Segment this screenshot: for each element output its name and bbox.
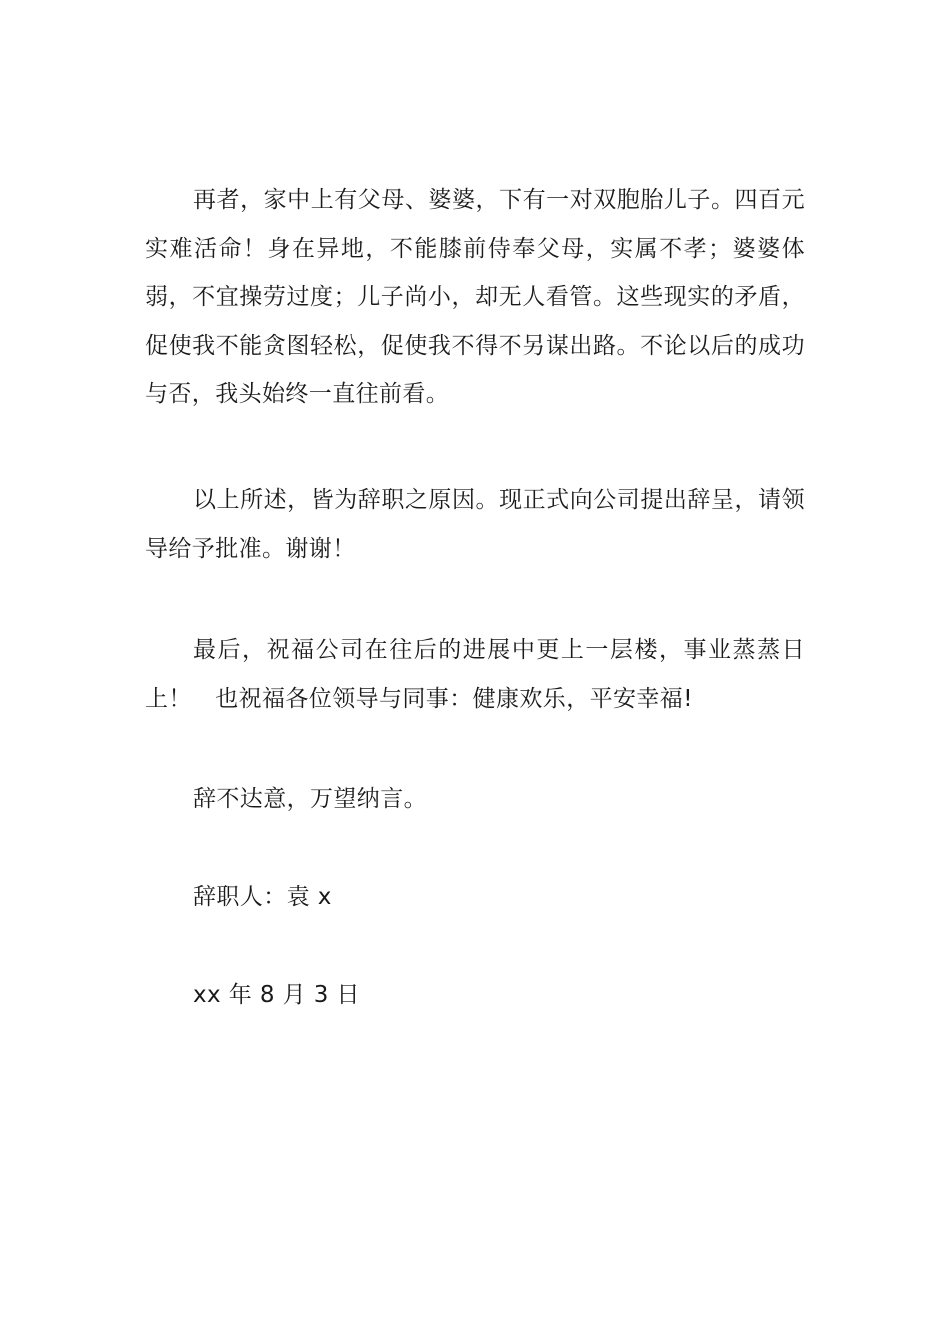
- date-line: xx 年 8 月 3 日: [193, 982, 360, 1008]
- paragraph-resignation-request: 以上所述，皆为辞职之原因。现正式向公司提出辞呈，请领导给予批准。谢谢！: [145, 487, 805, 562]
- paragraph-blessing: 最后，祝福公司在往后的进展中更上一层楼，事业蒸蒸日上！ 也祝福各位领导与同事：健康欢乐，平安幸福!: [145, 637, 805, 712]
- signature-line: 辞职人：袁 x: [193, 884, 332, 910]
- paragraph-closing: 辞不达意，万望纳言。: [193, 786, 427, 812]
- paragraph-family-reasons: 再者，家中上有父母、婆婆，下有一对双胞胎儿子。四百元实难活命！身在异地，不能膝前侍奉父母，实属不孝；婆婆体弱，不宜操劳过度；儿子尚小，却无人看管。这些现实的矛盾，促使我不能贪图轻松，促使我不得不另谋出路。不论以后的成功与否，我头始终一直往前看。: [145, 187, 805, 407]
